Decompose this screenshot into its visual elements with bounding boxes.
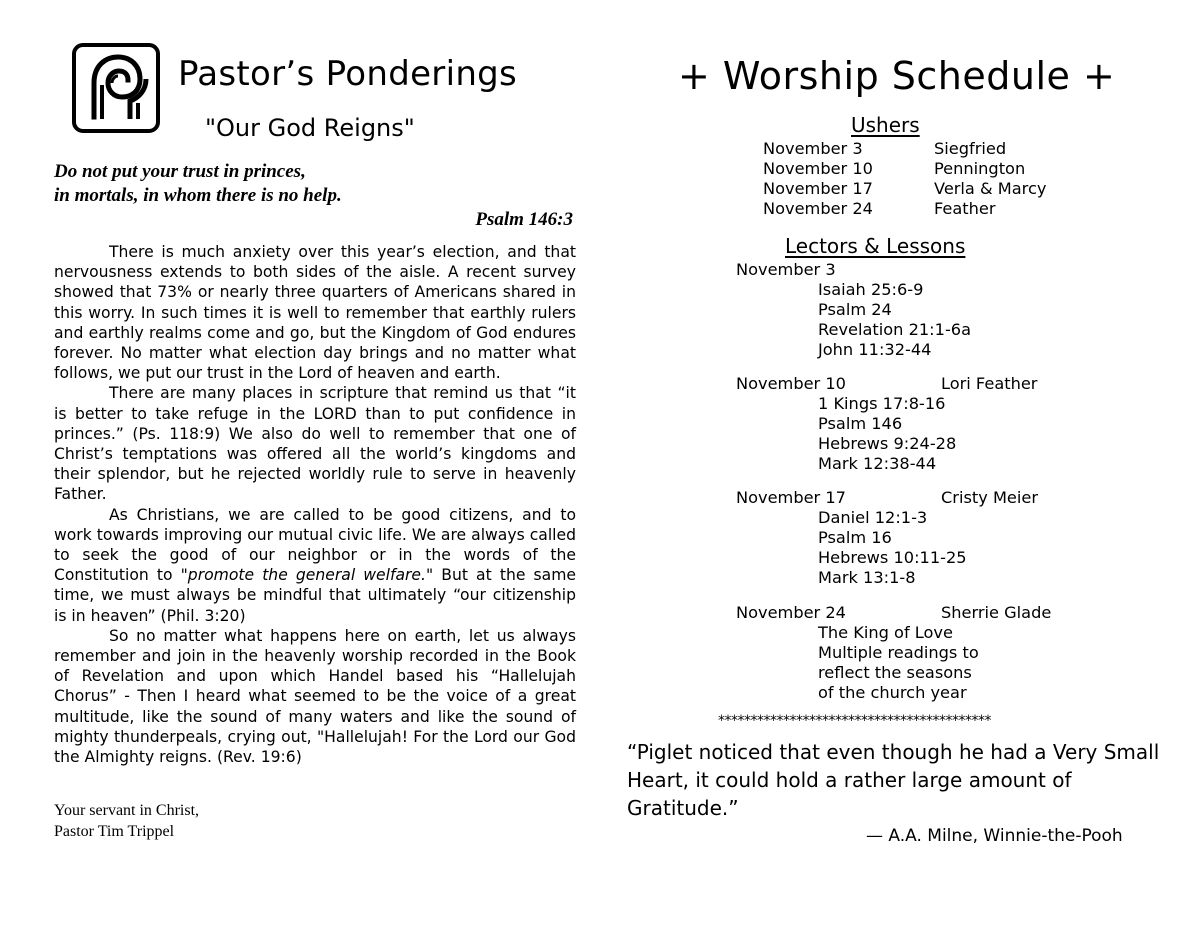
page-title-worship-schedule: + Worship Schedule + (678, 54, 1116, 98)
paragraph: There is much anxiety over this year’s election, and that nervousness extends to both sides of the aisle. A recent survey showed that 73% or nearly three quarters of Americans shared in this worry. In such times it is well to remember that earthly rulers and earthly realms come and go, but the Kingdom of God endures forever. No matter what election day brings and no matter what follows, we put our trust in the Lord of heaven and earth. (54, 243, 576, 383)
lector-name: Sherrie Glade (941, 603, 1052, 622)
verse-reference: Psalm 146:3 (475, 209, 573, 230)
lector-date: November 17 (736, 488, 846, 507)
paragraph-text: But at the same time, we must always be mindful that ultimately “our citizenship is in heaven” (Phil. 3:20) (54, 566, 576, 625)
article-body (54, 242, 576, 767)
page-title-pastors-ponderings: Pastor’s Ponderings (178, 54, 518, 94)
verse-line: Do not put your trust in princes, (54, 161, 306, 182)
usher-date: November 17 (763, 179, 873, 198)
lector-date: November 3 (736, 260, 836, 279)
verse-line: in mortals, in whom there is no help. (54, 185, 342, 206)
lectors-heading: Lectors & Lessons (785, 234, 966, 258)
paragraph (54, 505, 576, 626)
paragraph-text: As Christians, we are called to be good citizens, and to work towards improving our mutual civic life. We are always called to seek the good of our neighbor or in the words of the Constitution to (54, 505, 576, 585)
reading: Psalm 146 (818, 414, 903, 433)
reading: Multiple readings to (818, 643, 979, 662)
reading: Revelation 21:1-6a (818, 320, 971, 339)
reading: Hebrews 9:24-28 (818, 434, 957, 453)
quote-text: “Piglet noticed that even though he had a Very Small Heart, it could hold a rather large amount of Gratitude.” (627, 740, 1160, 820)
usher-name: Verla & Marcy (934, 179, 1047, 198)
reading: 1 Kings 17:8-16 (818, 394, 946, 413)
ushers-heading: Ushers (851, 113, 920, 137)
reading: Daniel 12:1-3 (818, 508, 928, 527)
quote-attribution: — A.A. Milne, Winnie-the-Pooh (866, 826, 1123, 846)
article-subtitle: "Our God Reigns" (205, 114, 415, 142)
lector-name: Cristy Meier (941, 488, 1038, 507)
scripture-verse (54, 160, 342, 208)
usher-name: Pennington (934, 159, 1026, 178)
signoff-name: Pastor Tim Trippel (54, 823, 175, 840)
reading: Psalm 24 (818, 300, 892, 319)
signoff-line: Your servant in Christ, (54, 802, 200, 819)
usher-date: November 10 (763, 159, 873, 178)
signoff (54, 800, 199, 842)
reading: Hebrews 10:11-25 (818, 548, 967, 567)
paragraph: So no matter what happens here on earth, let us always remember and join in the heavenly worship recorded in the Book of Revelation and upon which Handel based his “Hallelujah Chorus” - Then I heard what seemed to be the voice of a great multitude, like the sound of many waters and like the sound of mighty thunderpeals, crying out, "Hallelujah! For the Lord our God the Almighty reigns. (Rev. 19:6) (54, 626, 576, 767)
usher-date: November 24 (763, 199, 873, 218)
emphasis-quote: "promote the general welfare." (180, 566, 434, 585)
usher-name: Feather (934, 199, 996, 218)
reading: Mark 13:1-8 (818, 568, 916, 587)
lector-date: November 10 (736, 374, 846, 393)
lector-date: November 24 (736, 603, 846, 622)
reading: Mark 12:38-44 (818, 454, 937, 473)
paragraph: There are many places in scripture that remind us that “it is better to take refuge in the LORD than to put confidence in princes.” (Ps. 118:9) We also do well to remember that one of Christ’s temptations was offered all the world’s kingdoms and their splendor, but he rejected worldly rule to serve in heavenly Father. (54, 384, 576, 504)
church-logo-icon (72, 43, 160, 133)
reading: John 11:32-44 (818, 340, 932, 359)
reading: reflect the seasons (818, 663, 972, 682)
divider-stars: ****************************************** (718, 713, 991, 729)
usher-name: Siegfried (934, 139, 1007, 158)
reading: of the church year (818, 683, 967, 702)
reading: Isaiah 25:6-9 (818, 280, 924, 299)
reading: The King of Love (818, 623, 953, 642)
lector-name: Lori Feather (941, 374, 1038, 393)
reading: Psalm 16 (818, 528, 892, 547)
usher-date: November 3 (763, 139, 863, 158)
